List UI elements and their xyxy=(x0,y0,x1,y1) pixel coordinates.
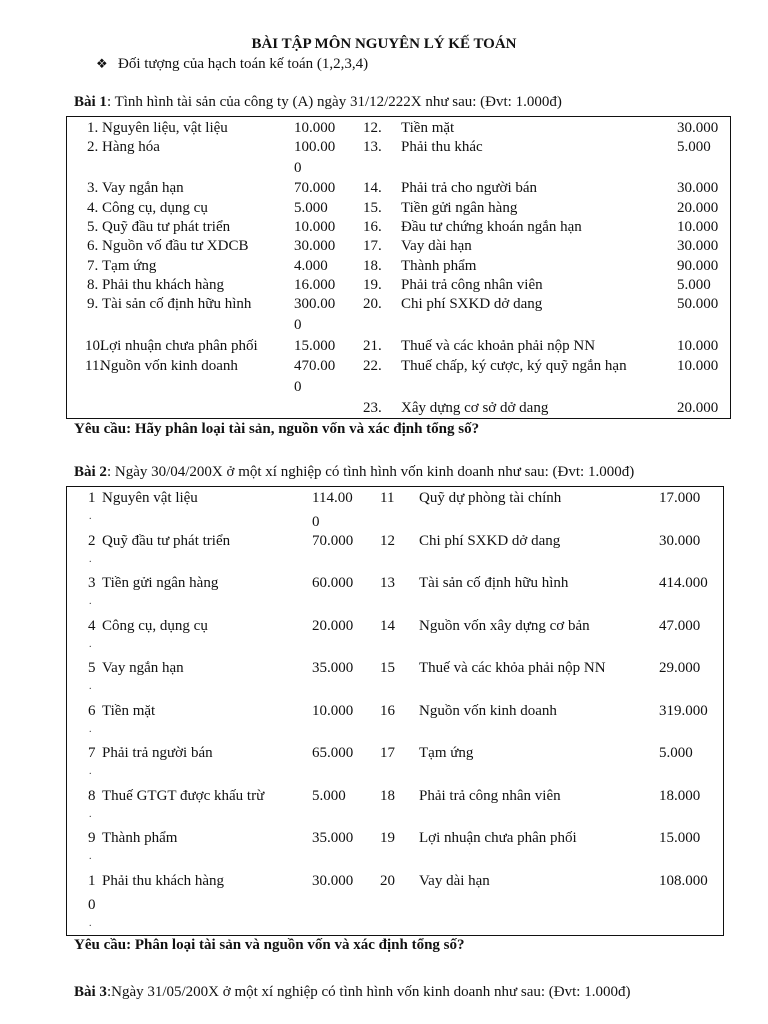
item-value: 5.000 xyxy=(294,200,328,216)
item-name: Thuế và các khỏa phải nộp NN xyxy=(419,660,606,676)
item-number: 19. xyxy=(363,277,382,293)
item-name: Nguồn vốn kinh doanh xyxy=(100,358,238,374)
item-value: 414.000 xyxy=(659,575,708,591)
item-number: 17 xyxy=(380,745,395,761)
item-name: Tài sản cố định hữu hình xyxy=(419,575,569,591)
exercise-3-label: Bài 3 xyxy=(74,984,107,1000)
item-number: 2 xyxy=(88,533,96,549)
item-value: 30.000 xyxy=(677,120,719,136)
list-marker-dot: . xyxy=(89,554,92,565)
item-value: 10.000 xyxy=(677,219,719,235)
item-number: 13. xyxy=(363,139,382,155)
item-value: 5.000 xyxy=(677,139,711,155)
item-value: 17.000 xyxy=(659,490,701,506)
item-value: 10.000 xyxy=(677,338,719,354)
item-number: 1 xyxy=(88,490,96,506)
item-number: 20. xyxy=(363,296,382,312)
item-number: 22. xyxy=(363,358,382,374)
item-name: Lợi nhuận chưa phân phối xyxy=(100,338,258,354)
item-value: 30.000 xyxy=(659,533,701,549)
item-name: Nguyên vật liệu xyxy=(102,490,198,506)
item-value-wrap: 0 xyxy=(294,317,302,333)
item-value: 10.000 xyxy=(294,120,336,136)
item-value-wrap: 0 xyxy=(294,160,302,176)
item-number: 17. xyxy=(363,238,382,254)
item-number: 14. xyxy=(363,180,382,196)
exercise-1-heading xyxy=(74,94,562,111)
exercise-2-description: : Ngày 30/04/200X ở một xí nghiệp có tình hình vốn kinh doanh như sau: (Đvt: 1.000đ) xyxy=(106,464,635,480)
list-marker-dot: . xyxy=(89,918,92,929)
item-name: Quỹ đầu tư phát triển xyxy=(102,533,231,549)
item-number: 18. xyxy=(363,258,382,274)
item-number: 4 xyxy=(88,618,96,634)
item-value: 114.00 xyxy=(312,490,353,506)
item-name: Quỹ đầu tư phát triển xyxy=(102,219,231,235)
exercise-3-heading xyxy=(74,984,630,1001)
item-number: 12 xyxy=(380,533,395,549)
item-value: 30.000 xyxy=(312,873,354,889)
item-name: Phải trả công nhân viên xyxy=(419,788,561,804)
item-name: Nguồn vố đầu tư XDCB xyxy=(102,238,249,254)
item-name: Chi phí SXKD dở dang xyxy=(419,533,561,549)
item-name: Tiền gửi ngân hàng xyxy=(401,200,518,216)
exercise-2-label: Bài 2 xyxy=(74,464,107,480)
item-number: 7. xyxy=(87,258,99,274)
exercise-1-requirement: Yêu cầu: Hãy phân loại tài sản, nguồn vốn và xác định tổng số? xyxy=(74,421,480,437)
item-number: 13 xyxy=(380,575,395,591)
item-value: 30.000 xyxy=(677,180,719,196)
item-value: 47.000 xyxy=(659,618,701,634)
item-name: Đầu tư chứng khoán ngắn hạn xyxy=(401,219,582,235)
item-number: 23. xyxy=(363,400,382,416)
exercise-1-table xyxy=(66,116,731,419)
item-number: 3 xyxy=(88,575,96,591)
item-number: 21. xyxy=(363,338,382,354)
item-value: 20.000 xyxy=(677,400,719,416)
item-number: 11 xyxy=(380,490,395,506)
item-name: Tiền mặt xyxy=(102,703,156,719)
item-name: Vay ngắn hạn xyxy=(102,180,184,196)
item-number: 9. xyxy=(87,296,99,312)
item-name: Tiền mặt xyxy=(401,120,455,136)
item-name: Tạm ứng xyxy=(102,258,157,274)
item-name: Thuế chấp, ký cược, ký quỹ ngắn hạn xyxy=(401,358,627,374)
item-value: 470.00 xyxy=(294,358,336,374)
list-marker-dot: . xyxy=(89,766,92,777)
item-number: 1. xyxy=(87,120,99,136)
item-number: 15. xyxy=(363,200,382,216)
item-number: 8 xyxy=(88,788,96,804)
diamond-bullet-icon: ❖ xyxy=(96,56,108,71)
item-number: 7 xyxy=(88,745,96,761)
item-value: 5.000 xyxy=(677,277,711,293)
item-name: Vay dài hạn xyxy=(401,238,472,254)
subject-line xyxy=(96,56,368,73)
item-value: 70.000 xyxy=(294,180,336,196)
item-value: 20.000 xyxy=(312,618,354,634)
item-number: 9 xyxy=(88,830,96,846)
page-title: BÀI TẬP MÔN NGUYÊN LÝ KẾ TOÁN xyxy=(251,36,517,52)
item-number: 6 xyxy=(88,703,96,719)
list-marker-dot: . xyxy=(89,596,92,607)
item-name: Tài sản cố định hữu hình xyxy=(102,296,252,312)
item-name: Tạm ứng xyxy=(419,745,474,761)
item-name: Nguồn vốn kinh doanh xyxy=(419,703,557,719)
item-number: 18 xyxy=(380,788,395,804)
exercise-2-requirement: Yêu cầu: Phân loại tài sản và nguồn vốn và xác định tổng số? xyxy=(74,937,465,953)
item-name: Thành phẩm xyxy=(401,258,477,274)
list-marker-dot: . xyxy=(89,639,92,650)
item-name: Nguyên liệu, vật liệu xyxy=(102,120,228,136)
item-name: Phải trả người bán xyxy=(102,745,213,761)
item-name: Công cụ, dụng cụ xyxy=(102,618,208,634)
item-name: Lợi nhuận chưa phân phối xyxy=(419,830,577,846)
item-value: 18.000 xyxy=(659,788,701,804)
item-value: 10.000 xyxy=(312,703,354,719)
item-name: Công cụ, dụng cụ xyxy=(102,200,208,216)
item-number: 2. xyxy=(87,139,99,155)
item-value: 4.000 xyxy=(294,258,328,274)
item-value: 35.000 xyxy=(312,660,354,676)
item-name: Nguồn vốn xây dựng cơ bản xyxy=(419,618,590,634)
list-marker-dot: . xyxy=(89,511,92,522)
list-marker-dot: . xyxy=(89,681,92,692)
item-name: Tiền gửi ngân hàng xyxy=(102,575,219,591)
item-number: 6. xyxy=(87,238,99,254)
exercise-2-table xyxy=(66,486,724,936)
list-marker-dot: . xyxy=(89,851,92,862)
exercise-1-description: : Tình hình tài sản của công ty (A) ngày 31/12/222X như sau: (Đvt: 1.000đ) xyxy=(106,94,562,110)
item-name: Chi phí SXKD dở dang xyxy=(401,296,543,312)
item-value: 70.000 xyxy=(312,533,354,549)
item-name: Phải thu khách hàng xyxy=(102,277,225,293)
item-name: Thuế GTGT được khấu trừ xyxy=(102,788,265,804)
item-value: 60.000 xyxy=(312,575,354,591)
item-number: 8. xyxy=(87,277,99,293)
item-value: 100.00 xyxy=(294,139,336,155)
item-value: 319.000 xyxy=(659,703,708,719)
item-value: 20.000 xyxy=(677,200,719,216)
item-value: 35.000 xyxy=(312,830,354,846)
item-value: 30.000 xyxy=(294,238,336,254)
item-number: 1 xyxy=(88,873,96,889)
item-value-wrap: 0 xyxy=(294,379,302,395)
list-marker-dot: . xyxy=(89,809,92,820)
item-number: 11. xyxy=(85,358,104,374)
item-name: Vay dài hạn xyxy=(419,873,490,889)
item-value: 50.000 xyxy=(677,296,719,312)
item-number: 19 xyxy=(380,830,395,846)
item-name: Phải thu khác xyxy=(401,139,483,155)
subject-text: Đối tượng của hạch toán kế toán (1,2,3,4) xyxy=(118,56,369,72)
item-name: Phải trả cho người bán xyxy=(401,180,538,196)
item-number: 20 xyxy=(380,873,395,889)
item-value: 30.000 xyxy=(677,238,719,254)
item-name: Thành phẩm xyxy=(102,830,178,846)
exercise-2-heading xyxy=(74,464,634,481)
item-number: 12. xyxy=(363,120,382,136)
item-value: 5.000 xyxy=(659,745,693,761)
item-value: 300.00 xyxy=(294,296,336,312)
item-value: 108.000 xyxy=(659,873,708,889)
item-number: 16 xyxy=(380,703,395,719)
item-name: Phải trả công nhân viên xyxy=(401,277,543,293)
item-number: 5. xyxy=(87,219,99,235)
exercise-1-label: Bài 1 xyxy=(74,94,107,110)
item-value: 65.000 xyxy=(312,745,354,761)
item-name: Xây dựng cơ sở dở dang xyxy=(401,400,549,416)
exercise-3-description: :Ngày 31/05/200X ở một xí nghiệp có tình hình vốn kinh doanh như sau: (Đvt: 1.000đ) xyxy=(106,984,631,1000)
item-number: 16. xyxy=(363,219,382,235)
item-number: 4. xyxy=(87,200,99,216)
item-value-wrap: 0 xyxy=(312,514,320,530)
item-number: 10. xyxy=(85,338,104,354)
item-value: 5.000 xyxy=(312,788,346,804)
item-value: 29.000 xyxy=(659,660,701,676)
item-name: Vay ngắn hạn xyxy=(102,660,184,676)
item-name: Hàng hóa xyxy=(102,139,160,155)
item-number: 15 xyxy=(380,660,395,676)
item-number: 5 xyxy=(88,660,96,676)
item-value: 90.000 xyxy=(677,258,719,274)
item-value: 10.000 xyxy=(677,358,719,374)
item-name: Quỹ dự phòng tài chính xyxy=(419,490,562,506)
item-number: 3. xyxy=(87,180,99,196)
item-number-wrap: 0 xyxy=(88,897,96,913)
item-value: 10.000 xyxy=(294,219,336,235)
item-name: Phải thu khách hàng xyxy=(102,873,225,889)
item-number: 14 xyxy=(380,618,395,634)
item-value: 15.000 xyxy=(294,338,336,354)
item-value: 16.000 xyxy=(294,277,336,293)
list-marker-dot: . xyxy=(89,724,92,735)
item-name: Thuế và các khoản phải nộp NN xyxy=(401,338,596,354)
item-value: 15.000 xyxy=(659,830,701,846)
